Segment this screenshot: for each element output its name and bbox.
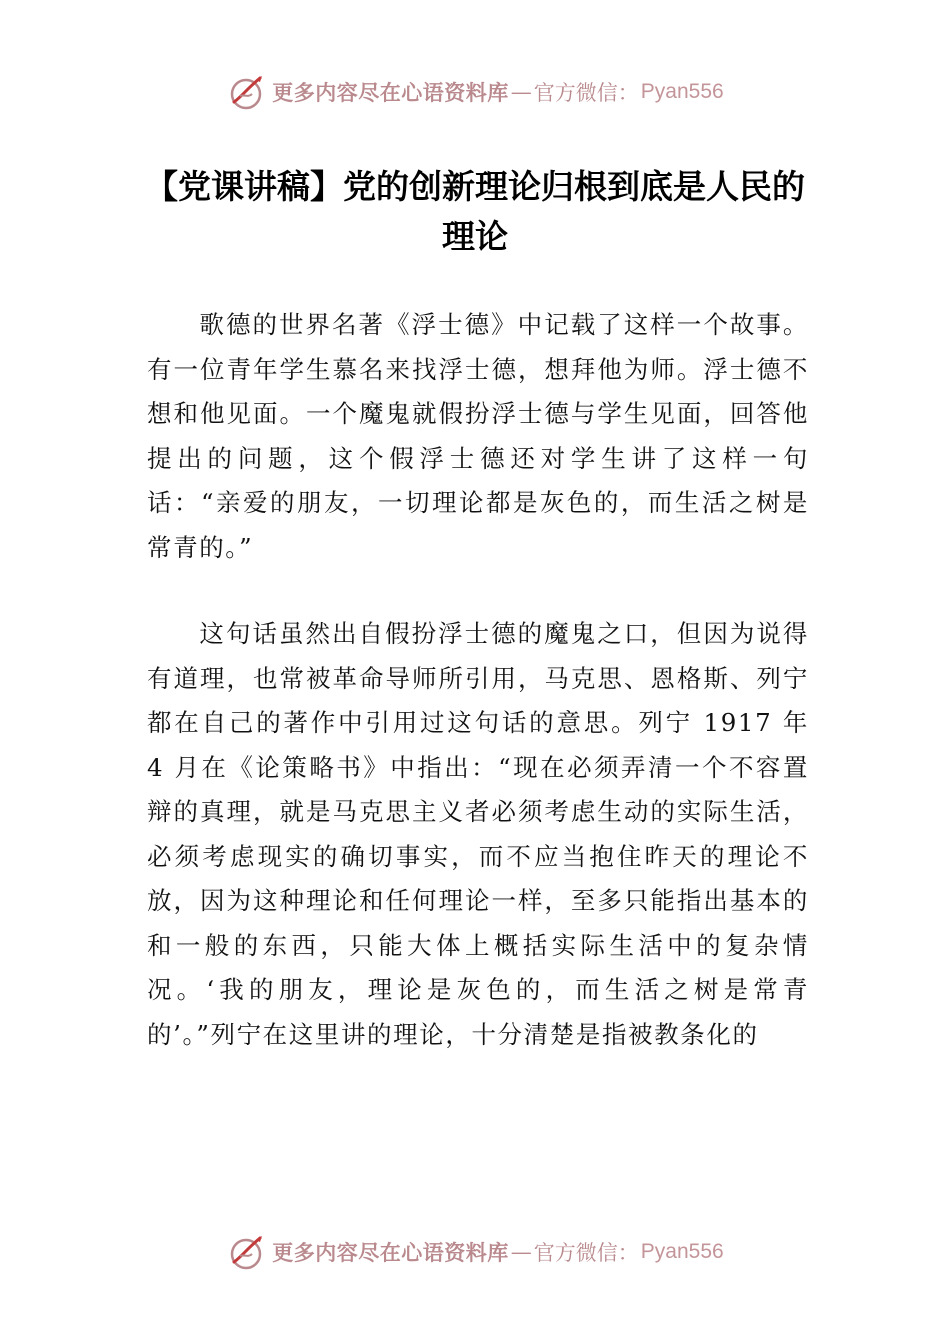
banner-separator: — [510, 1240, 532, 1264]
pen-seal-logo-icon [226, 1232, 266, 1272]
banner-wechat-id: Pyan556 [640, 80, 724, 103]
banner-wechat-id: Pyan556 [640, 1240, 724, 1263]
paragraph [147, 612, 809, 1057]
paragraph [147, 303, 809, 570]
header-banner [0, 68, 950, 116]
banner-text: 更多内容尽在心语资料库 [272, 80, 509, 105]
banner-wechat-label: 官方微信： [533, 1241, 639, 1265]
footer-banner [0, 1228, 950, 1276]
pen-seal-logo-icon [226, 72, 266, 112]
banner-wechat-label: 官方微信： [533, 81, 639, 105]
paragraph-text: 这句话虽然出自假扮浮士德的魔鬼之口，但因为说得有道理，也常被革命导师所引用，马克思、恩格斯、列宁都在自己的著作中引用过这句话的意思。列宁 1917 年 4 月在《论策略书》中指出：“现在必须弄清一个不容置辩的真理，就是马克思主义者必须考虑生动的实际生活，必须考虑现实的确切事实，而不应当抱住昨天的理论不放，因为这种理论和任何理论一样，至多只能指出基本的和一般的东西，只能大体上概括实际生活中的复杂情况。‘我的朋友，理论是灰色的，而生活之树是常青的’。”列宁在这里讲的理论，十分清楚是指被教条化的 [147, 619, 809, 1049]
document-title: 【党课讲稿】党的创新理论归根到底是人民的理论 [145, 167, 805, 256]
paragraph-text: 歌德的世界名著《浮士德》中记载了这样一个故事。有一位青年学生慕名来找浮士德，想拜他为师。浮士德不想和他见面。一个魔鬼就假扮浮士德与学生见面，回答他提出的问题，这个假浮士德还对学生讲了这样一句话：“亲爱的朋友，一切理论都是灰色的，而生活之树是常青的。” [147, 310, 809, 562]
banner-text: 更多内容尽在心语资料库 [272, 1240, 509, 1265]
banner-separator: — [510, 80, 532, 104]
